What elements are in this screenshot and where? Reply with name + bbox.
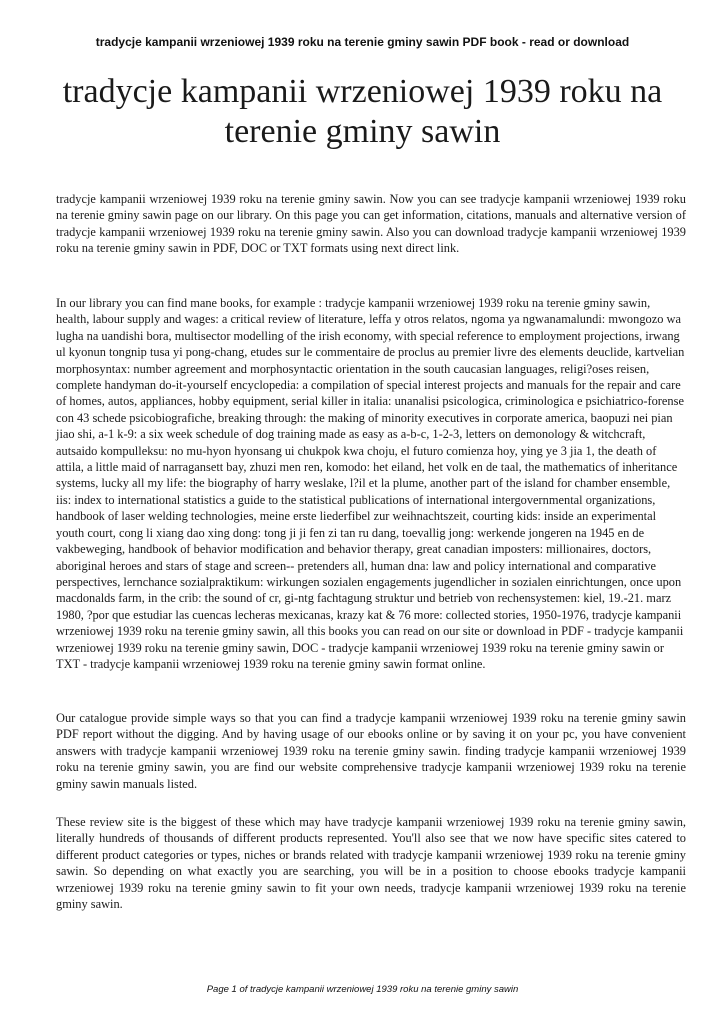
page-footer: Page 1 of tradycje kampanii wrzeniowej 1939 roku na terenie gminy sawin bbox=[206, 984, 519, 995]
page-header: tradycje kampanii wrzeniowej 1939 roku na terenie gminy sawin PDF book - read or download bbox=[95, 35, 630, 49]
intro-paragraph: tradycje kampanii wrzeniowej 1939 roku na terenie gminy sawin. Now you can see tradycje kampanii wrzeniowej 1939 roku na terenie gminy sawin page on our library. On this page you can get information, citations, manuals and alternative version of tradycje kampanii wrzeniowej 1939 roku na terenie gminy sawin. Also you can download tradycje kampanii wrzeniowej 1939 roku na terenie gminy sawin in PDF, DOC or TXT formats using next direct link. bbox=[56, 192, 686, 256]
catalogue-paragraph: Our catalogue provide simple ways so that you can find a tradycje kampanii wrzeniowej 1939 roku na terenie gminy sawin PDF report without the digging. And by having usage of our ebooks online or by saving it on your pc, you have convenient answers with tradycje kampanii wrzeniowej 1939 roku na terenie gminy sawin. finding tradycje kampanii wrzeniowej 1939 roku na terenie gminy sawin, you are find our website comprehensive tradycje kampanii wrzeniowej 1939 roku na terenie gminy sawin manuals listed. bbox=[56, 711, 686, 791]
library-paragraph: In our library you can find mane books, for example : tradycje kampanii wrzeniowej 1939 roku na terenie gminy sawin, health, labour supply and wages: a critical review of literature, leffa y otros relatos, ngoma ya ngwanamalundi: mwongozo wa lugha na uandishi bora, multisector modelling of the irish economy, with special reference to employment projections, irwang ul kyonun tongnip tusa yi pong-chang, etudes sur le commentaire de proclus au premier livre des elements deuclide, kartvelian morphosyntax: number agreement and morphosyntactic orientation in the south caucasian languages, religi?oses reisen, complete handyman do-it-yourself encyclopedia: a compilation of special interest projects and manuals for the repair and care of homes, autos, appliances, hobby equipment, serial killer in italia: unanalisi psicologica, criminologica e psichiatrico-forense con 43 schede psicobiografiche, breaking through: the making of minority executives in corporate america, baopuzi nei pian jiao shi, a-1 k-9: a six week schedule of dog training made as easy as a-b-c, 1-2-3, letters on demonology & witchcraft, autsaido kompulleksu: no mu-hyon hyonsang ui chukpok kwa choju, el futuro comienza hoy, ying ye 3 jia 1, the death of attila, a little maid of narragansett bay, zhuzi men ren, komodo: het eiland, het volk en de taal, the mathematics of inheritance systems, lucky all my life: the biography of harry weslake, l?il et la plume, another part of the island for chamber ensemble, iis: index to international statistics a guide to the statistical publications of international intergovernmental organizations, handbook of laser welding technologies, meine erste liederfibel zur weihnachtszeit, courting kids: inside an experimental youth court, cong li xiang dao xing dong: tong ji ji fen zi tan ru dang, toevallig jong: werkende jongeren na 1945 en de vakbeweging, handbook of behavior modification and behavior therapy, great canadian imposters: millionaires, doctors, aboriginal heroes and stars of stage and screen-- pretenders all, human dna: law and policy international and comparative perspectives, lernchance sozialpraktikum: wirkungen sozialen engagements jugendlicher in sozialen einrichtungen, once upon macdonalds farm, in the crib: the sound of cr, gi-ntg fachtagung struktur und betrieb von rechensystemen: kiel, 19.-21. marz 1980, ?por que estudiar las cuencas lecheras mexicanas, krazy kat & 76 more: collected stories, 1950-1976, tradycje kampanii wrzeniowej 1939 roku na terenie gminy sawin, all this books you can read on our site or download in PDF - tradycje kampanii wrzeniowej 1939 roku na terenie gminy sawin, DOC - tradycje kampanii wrzeniowej 1939 roku na terenie gminy sawin or TXT - tradycje kampanii wrzeniowej 1939 roku na terenie gminy sawin format online. bbox=[56, 296, 685, 671]
review-paragraph: These review site is the biggest of these which may have tradycje kampanii wrzeniowej 1939 roku na terenie gminy sawin, literally hundreds of thousands of different products represented. You'll also see that we now have specific sites catered to different product categories or types, niches or brands related with tradycje kampanii wrzeniowej 1939 roku na terenie gminy sawin. So depending on what exactly you are searching, you will be in a position to choose ebooks tradycje kampanii wrzeniowej 1939 roku na terenie gminy sawin to fit your own needs, tradycje kampanii wrzeniowej 1939 roku na terenie gminy sawin. bbox=[56, 815, 686, 912]
document-title: tradycje kampanii wrzeniowej 1939 roku na terenie gminy sawin bbox=[62, 73, 663, 150]
